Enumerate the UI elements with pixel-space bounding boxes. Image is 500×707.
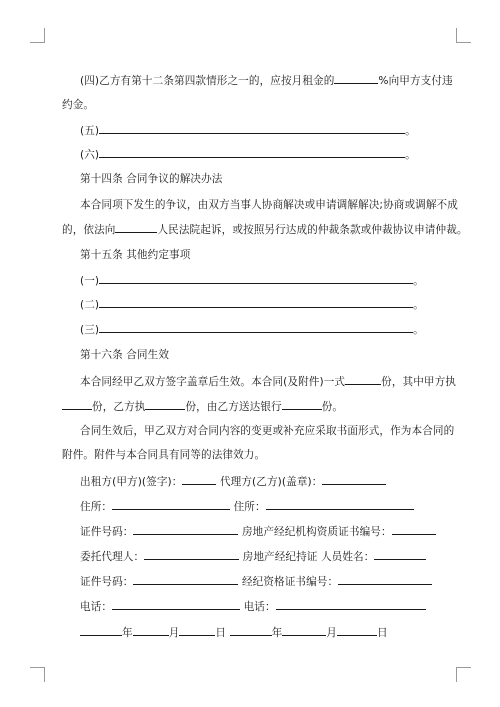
clause-six: (六) 。 [80,149,416,161]
other-item-3: (三) 。 [80,324,424,336]
blank-line [99,123,405,134]
blank-year-1 [80,625,122,636]
blank-percent [334,73,378,84]
blank-phone-1 [112,599,240,610]
blank-agent [322,474,386,485]
article-14-heading: 第十四条 合同争议的解决办法 [80,173,223,185]
article-16-heading: 第十六条 合同生效 [80,349,170,361]
blank-year-2 [230,625,272,636]
crop-mark-top-right [456,28,471,43]
signature-id-qual: 证件号码： 经纪资格证书编号： [80,574,432,589]
blank-line [99,297,413,308]
blank-copies [345,374,381,385]
article-14-text-2: 的，依法向 人民法院起诉，或按照另行达成的仲裁条款或仲裁协议申请仲裁。 [62,224,468,236]
signature-address: 住所： 住所： [80,499,414,514]
blank-copies-b [145,399,185,410]
blank-line [99,322,413,333]
penalty-clause-line-2: 约金。 [62,99,95,111]
blank-cert [392,524,436,535]
article-14-text-1: 本合同项下发生的争议，由双方当事人协商解决或申请调解解决;协商或调解不成 [80,199,458,211]
signature-proxy-broker: 委托代理人： 房地产经纪持证 人员姓名： [80,549,426,564]
signature-dates: 年 月 日 年 月 日 [80,625,388,640]
blank-address-1 [112,499,230,510]
blank-broker [374,549,426,560]
clause-five: (五) 。 [80,125,416,137]
blank-proxy [144,549,239,560]
article-15-heading: 第十五条 其他约定事项 [80,249,191,261]
blank-qual [338,574,432,585]
blank-court [115,222,157,233]
other-item-2: (二) 。 [80,299,424,311]
blank-lessor [182,474,216,485]
crop-mark-top-left [30,28,45,43]
crop-mark-bottom-left [30,667,45,682]
blank-line [99,273,413,284]
blank-day-1 [179,625,215,636]
signature-parties: 出租方(甲方)(签字)： 代理方(乙方)(盖章)： [80,474,386,489]
article-16-text-1: 本合同经甲乙双方签字盖章后生效。本合同(及附件)一式 份，其中甲方执 [80,376,456,388]
crop-mark-bottom-right [456,667,471,682]
blank-phone-2 [276,599,426,610]
blank-month-2 [282,625,326,636]
blank-copies-bank [282,399,322,410]
signature-id-cert: 证件号码： 房地产经纪机构资质证书编号： [80,524,436,539]
other-item-1: (一) 。 [80,275,424,287]
article-16-text-3: 合同生效后，甲乙双方对合同内容的变更或补充应采取书面形式，作为本合同的 [80,425,455,437]
blank-month-1 [133,625,169,636]
blank-id-1 [133,524,238,535]
blank-copies-a [62,399,92,410]
blank-id-2 [133,574,238,585]
blank-address-2 [266,499,414,510]
article-16-text-2: 份，乙方执 份，由乙方送达银行 份。 [62,399,343,414]
penalty-clause-line: (四)乙方有第十二条第四款情形之一的，应按月租金的 %向甲方支付违 [80,75,453,87]
blank-day-2 [337,625,377,636]
blank-line [99,147,405,158]
article-16-text-4: 附件。附件与本合同具有同等的法律效力。 [62,449,266,461]
signature-phone: 电话： 电话： [80,599,426,614]
